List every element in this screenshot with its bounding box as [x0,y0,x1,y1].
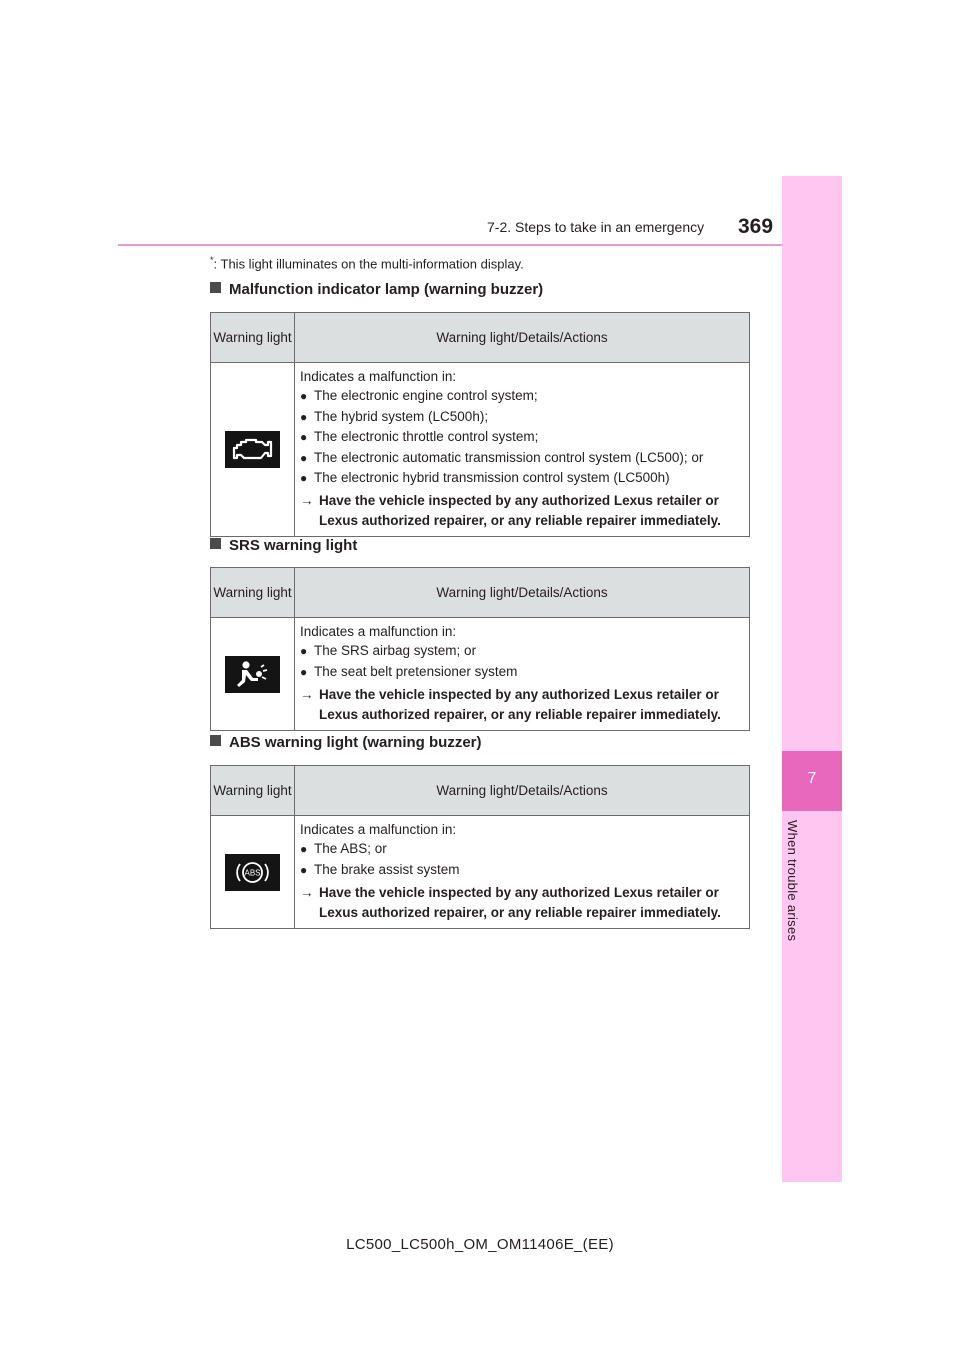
table-row [211,816,750,929]
action-label: Have the vehicle inspected by any authorized Lexus retailer or Lexus authorized repairer, or any reliable repairer immediately. [319,493,721,528]
list-item: ● The electronic automatic transmission control system (LC500); or [300,448,743,468]
section-heading-text: SRS warning light [229,537,358,554]
section-heading-abs [210,734,482,751]
details-cell [295,816,750,929]
chapter-number: 7 [807,770,817,787]
action-text [300,685,743,724]
table-row [211,363,750,537]
malfunction-list [300,386,743,488]
col-header-warning-light: Warning light [211,766,295,816]
square-bullet-icon [210,538,221,549]
arrow-icon: → [300,687,314,703]
side-chapter-tab [782,176,842,1182]
icon-cell [211,816,295,929]
icon-cell [211,618,295,731]
action-label: Have the vehicle inspected by any authorized Lexus retailer or Lexus authorized repairer, or any reliable repairer immediately. [319,885,721,920]
list-item: ● The electronic throttle control system; [300,427,743,447]
action-text [300,883,743,922]
section-heading-text: ABS warning light (warning buzzer) [229,734,482,751]
arrow-icon: → [300,493,314,509]
list-item: ● The brake assist system [300,860,743,880]
section-heading-text: Malfunction indicator lamp (warning buzzer) [229,281,544,298]
malfunction-list [300,641,743,682]
engine-check-icon [225,431,280,468]
list-item: ● The electronic hybrid transmission control system (LC500h) [300,468,743,488]
intro-text: Indicates a malfunction in: [300,624,457,639]
malfunction-list [300,839,743,880]
warning-table-srs [210,567,750,731]
table-row [211,618,750,731]
list-item: ● The ABS; or [300,839,743,859]
page-number: 369 [738,215,774,238]
section-heading-malfunction [210,281,543,298]
action-text [300,491,743,530]
airbag-icon [225,656,280,693]
list-item: ● The hybrid system (LC500h); [300,407,743,427]
col-header-details: Warning light/Details/Actions [295,568,750,618]
details-cell [295,618,750,731]
square-bullet-icon [210,735,221,746]
list-item: ● The electronic engine control system; [300,386,743,406]
table-header-row [211,313,750,363]
header-rule [118,244,782,246]
action-label: Have the vehicle inspected by any authorized Lexus retailer or Lexus authorized repairer, or any reliable repairer immediately. [319,687,721,722]
table-header-row [211,568,750,618]
chapter-label: When trouble arises [785,820,800,942]
footnote [210,255,524,271]
icon-cell [211,363,295,537]
warning-table-abs [210,765,750,929]
document-code-footer: LC500_LC500h_OM_OM11406E_(EE) [346,1236,614,1253]
arrow-icon: → [300,885,314,901]
intro-text: Indicates a malfunction in: [300,822,457,837]
details-cell [295,363,750,537]
col-header-warning-light: Warning light [211,313,295,363]
col-header-warning-light: Warning light [211,568,295,618]
list-item: ● The seat belt pretensioner system [300,662,743,682]
intro-text: Indicates a malfunction in: [300,369,457,384]
square-bullet-icon [210,282,221,293]
warning-table-malfunction [210,312,750,537]
col-header-details: Warning light/Details/Actions [295,766,750,816]
table-header-row [211,766,750,816]
footnote-mark: * [210,255,214,265]
list-item: ● The SRS airbag system; or [300,641,743,661]
abs-icon [225,854,280,891]
section-title: 7-2. Steps to take in an emergency [487,219,705,235]
section-heading-srs [210,537,357,554]
abs-icon-text: ABS [244,868,261,878]
footnote-text: : This light illuminates on the multi-information display. [213,256,524,272]
col-header-details: Warning light/Details/Actions [295,313,750,363]
